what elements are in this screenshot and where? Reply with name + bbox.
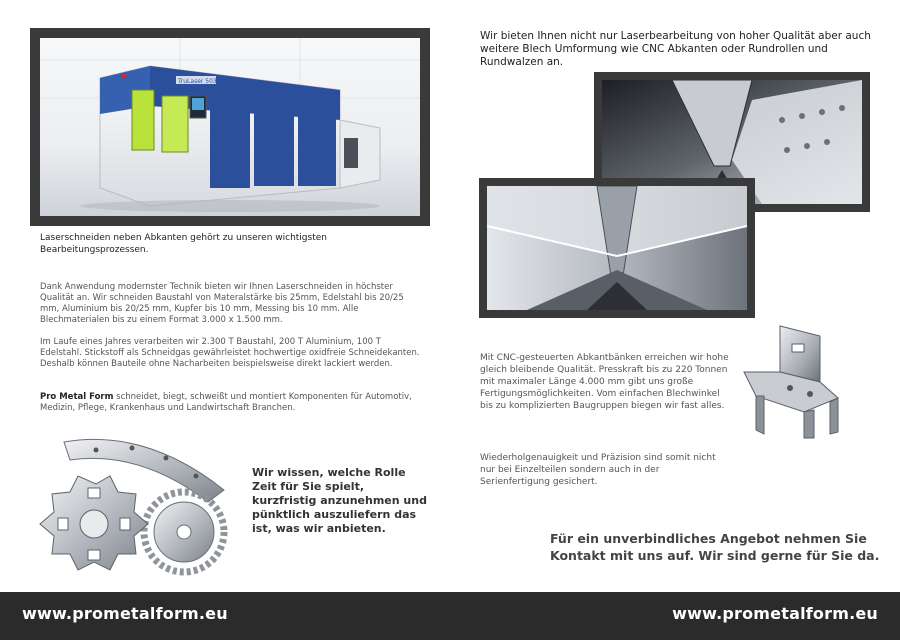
bent-bracket-illustration — [734, 322, 854, 442]
laser-caption: Laserschneiden neben Abkanten gehört zu unseren wichtigsten Bearbeitungsprozessen. — [40, 233, 327, 255]
bending-photo-2-frame — [479, 178, 755, 318]
bending-photo-2 — [487, 186, 747, 310]
laser-machine-illustration — [40, 38, 420, 216]
bending-paragraph-1: Mit CNC-gesteuerten Abkantbänken erreichen wir hohe gleich bleibende Qualität. Presskraft bis zu 220 Tonnen mit maximaler Länge 4.000 mm gibt uns große Fertigungsmöglichkeiten. Vom einfachen Blechwinkel bis zu komplizierten Baugruppen biegen wir fast alles. — [480, 353, 729, 411]
machine-label: TruLaser 5030 — [178, 78, 221, 85]
metal-parts-illustration — [36, 432, 246, 582]
bending-paragraph-2: Wiederholgenauigkeit und Präzision sind somit nicht nur bei Einzelteilen sondern auch in der Serienfertigung gesichert. — [480, 453, 716, 487]
laser-paragraph-3 — [40, 392, 420, 414]
website-link-right[interactable]: www.prometalform.eu — [672, 604, 878, 623]
laser-machine-photo-frame — [30, 28, 430, 226]
footer-bar — [0, 592, 900, 640]
contact-cta: Für ein unverbindliches Angebot nehmen Sie Kontakt mit uns auf. Wir sind gerne für Sie da. — [550, 531, 880, 563]
bending-intro: Wir bieten Ihnen nicht nur Laserbearbeitung von hoher Qualität aber auch weitere Blech Umformung wie CNC Abkanten oder Rundrollen und Rundwalzen an. — [480, 30, 871, 68]
laser-paragraph-3-text: schneidet, biegt, schweißt und montiert Komponenten für Automotiv, Medizin, Pflege, Krankenhaus und Landwirtschaft Branchen. — [40, 392, 412, 413]
rolle-statement: Wir wissen, welche Rolle Zeit für Sie spielt, kurzfristig anzunehmen und pünktlich auszuliefern das ist, was wir anbieten. — [252, 466, 427, 535]
brand-name: Pro Metal Form — [40, 392, 114, 402]
website-link-left[interactable]: www.prometalform.eu — [22, 604, 228, 623]
laser-machine-photo — [40, 38, 420, 216]
laser-paragraph-2: Im Laufe eines Jahres verarbeiten wir 2.300 T Baustahl, 200 T Aluminium, 100 T Edelstahl. Stickstoff als Schneidgas gewährleistet hochwertige oxidfreie Schneidekanten. Deshalb können Bauteile ohne Nacharbeiten beispielsweise direkt lackiert werden. — [40, 337, 420, 369]
laser-paragraph-1: Dank Anwendung modernster Technik bieten wir Ihnen Laserschneiden in höchster Qualität an. Wir schneiden Baustahl von Materalstärke bis 25mm, Edelstahl bis 20/25 mm, Aluminium bis 20/25 mm, Kupfer bis 10 mm, Messing bis 10 mm. Alle Blechmaterialen bis zu einem Format 3.000 x 1.500 mm. — [40, 282, 404, 325]
